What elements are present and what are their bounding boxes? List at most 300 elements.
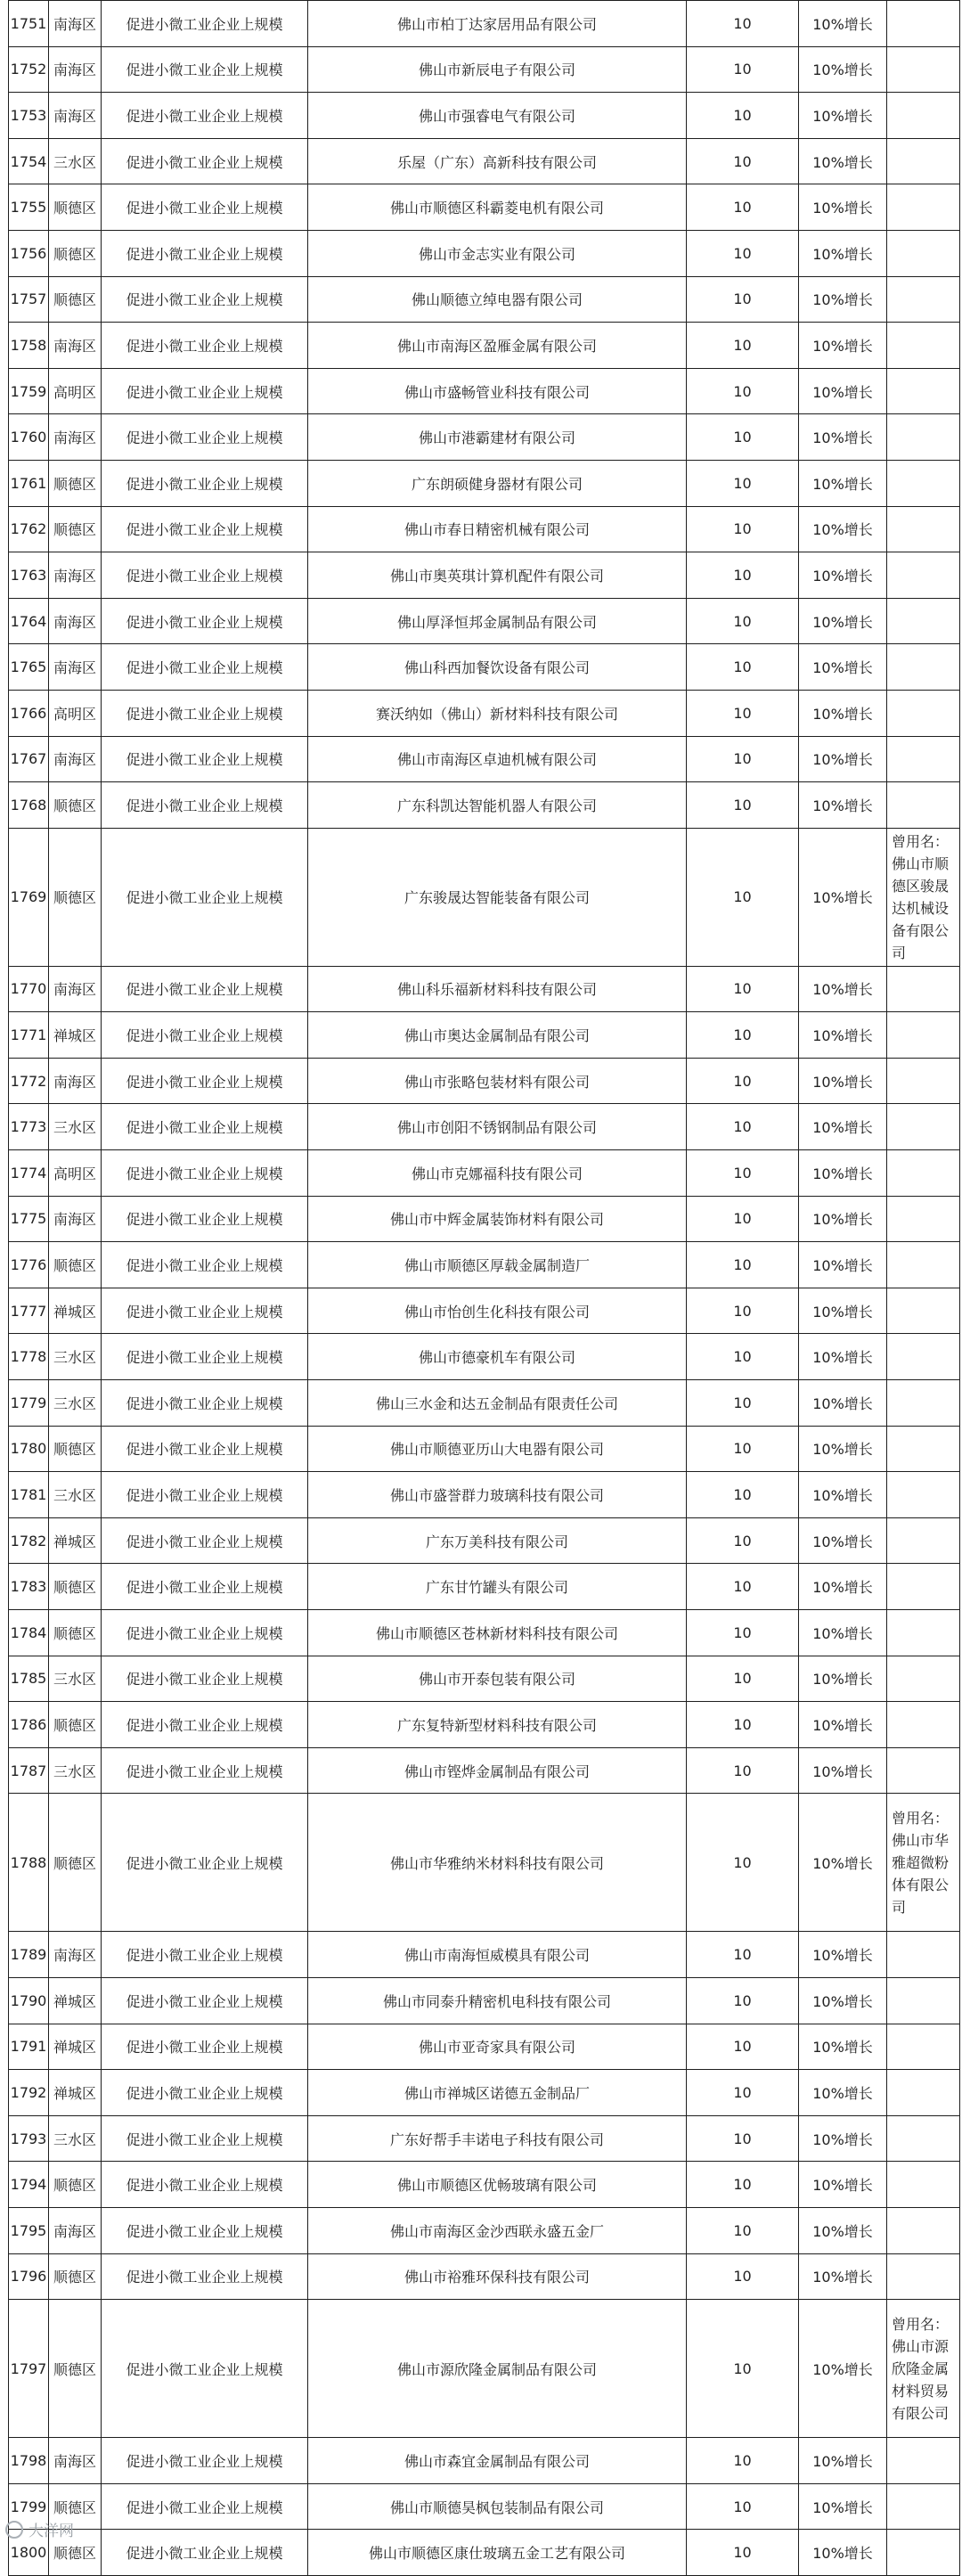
note-cell xyxy=(887,414,960,461)
score-cell: 10 xyxy=(687,2483,799,2530)
growth-rate-cell: 10%增长 xyxy=(799,93,887,139)
company-name-cell: 赛沃纳如（佛山）新材料科技有限公司 xyxy=(308,690,687,736)
growth-rate-cell: 10%增长 xyxy=(799,1288,887,1334)
score-cell: 10 xyxy=(687,1012,799,1059)
score-cell: 10 xyxy=(687,1932,799,1978)
score-cell: 10 xyxy=(687,1104,799,1150)
company-name-cell: 佛山市德豪机车有限公司 xyxy=(308,1334,687,1380)
score-cell: 10 xyxy=(687,1426,799,1472)
category-cell: 促进小微工业企业上规模 xyxy=(102,2438,308,2484)
category-cell: 促进小微工业企业上规模 xyxy=(102,1564,308,1610)
growth-rate-cell: 10%增长 xyxy=(799,138,887,184)
note-cell xyxy=(887,2207,960,2253)
company-name-cell: 广东骏晟达智能装备有限公司 xyxy=(308,828,687,966)
note-cell xyxy=(887,1472,960,1518)
company-name-cell: 佛山市顺德区康仕玻璃五金工艺有限公司 xyxy=(308,2530,687,2576)
table-row xyxy=(9,1517,960,1564)
growth-rate-cell: 10%增长 xyxy=(799,966,887,1012)
growth-rate-cell: 10%增长 xyxy=(799,1380,887,1427)
growth-rate-cell: 10%增长 xyxy=(799,414,887,461)
category-cell: 促进小微工业企业上规模 xyxy=(102,506,308,552)
category-cell: 促进小微工业企业上规模 xyxy=(102,2530,308,2576)
table-row xyxy=(9,598,960,644)
score-cell: 10 xyxy=(687,2162,799,2208)
company-name-cell: 佛山顺德立绰电器有限公司 xyxy=(308,276,687,323)
row-number: 1781 xyxy=(9,1472,49,1518)
table-row xyxy=(9,1242,960,1288)
note-cell xyxy=(887,690,960,736)
district-cell: 顺德区 xyxy=(49,230,102,276)
note-cell xyxy=(887,460,960,506)
growth-rate-cell: 10%增长 xyxy=(799,1196,887,1242)
table-row xyxy=(9,1702,960,1748)
row-number: 1765 xyxy=(9,644,49,691)
note-cell: 曾用名：佛山市顺德区骏晟达机械设备有限公司 xyxy=(887,828,960,966)
note-cell xyxy=(887,598,960,644)
growth-rate-cell: 10%增长 xyxy=(799,1564,887,1610)
row-number: 1757 xyxy=(9,276,49,323)
score-cell: 10 xyxy=(687,690,799,736)
table-row xyxy=(9,2300,960,2438)
row-number: 1772 xyxy=(9,1058,49,1104)
watermark-text: 大洋网 xyxy=(29,2523,74,2540)
score-cell: 10 xyxy=(687,1517,799,1564)
score-cell: 10 xyxy=(687,1334,799,1380)
row-number: 1788 xyxy=(9,1794,49,1932)
enterprise-table xyxy=(8,0,960,2576)
row-number: 1773 xyxy=(9,1104,49,1150)
table-body xyxy=(9,1,960,2576)
row-number: 1771 xyxy=(9,1012,49,1059)
category-cell: 促进小微工业企业上规模 xyxy=(102,1012,308,1059)
table-row xyxy=(9,1288,960,1334)
table-row xyxy=(9,690,960,736)
district-cell: 高明区 xyxy=(49,690,102,736)
growth-rate-cell: 10%增长 xyxy=(799,1977,887,2024)
growth-rate-cell: 10%增长 xyxy=(799,736,887,782)
category-cell: 促进小微工业企业上规模 xyxy=(102,1196,308,1242)
table-row xyxy=(9,1380,960,1427)
row-number: 1785 xyxy=(9,1656,49,1702)
category-cell: 促进小微工业企业上规模 xyxy=(102,1977,308,2024)
row-number: 1786 xyxy=(9,1702,49,1748)
note-cell: 曾用名：佛山市源欣隆金属材料贸易有限公司 xyxy=(887,2300,960,2438)
score-cell: 10 xyxy=(687,966,799,1012)
district-cell: 南海区 xyxy=(49,598,102,644)
category-cell: 促进小微工业企业上规模 xyxy=(102,368,308,414)
note-cell xyxy=(887,1426,960,1472)
company-name-cell: 佛山市奥达金属制品有限公司 xyxy=(308,1012,687,1059)
district-cell: 南海区 xyxy=(49,2207,102,2253)
score-cell: 10 xyxy=(687,1150,799,1197)
growth-rate-cell: 10%增长 xyxy=(799,184,887,231)
note-cell xyxy=(887,1977,960,2024)
company-name-cell: 佛山市顺德区优畅玻璃有限公司 xyxy=(308,2162,687,2208)
growth-rate-cell: 10%增长 xyxy=(799,2207,887,2253)
growth-rate-cell: 10%增长 xyxy=(799,782,887,829)
district-cell: 顺德区 xyxy=(49,1610,102,1656)
row-number: 1778 xyxy=(9,1334,49,1380)
score-cell: 10 xyxy=(687,138,799,184)
row-number: 1775 xyxy=(9,1196,49,1242)
row-number: 1751 xyxy=(9,1,49,47)
company-name-cell: 佛山科乐福新材料科技有限公司 xyxy=(308,966,687,1012)
score-cell: 10 xyxy=(687,460,799,506)
score-cell: 10 xyxy=(687,736,799,782)
company-name-cell: 佛山市禅城区诺德五金制品厂 xyxy=(308,2070,687,2116)
note-cell: 曾用名：佛山市华雅超微粉体有限公司 xyxy=(887,1794,960,1932)
note-cell xyxy=(887,93,960,139)
district-cell: 南海区 xyxy=(49,414,102,461)
district-cell: 禅城区 xyxy=(49,1517,102,1564)
company-name-cell: 佛山市亚奇家具有限公司 xyxy=(308,2024,687,2070)
category-cell: 促进小微工业企业上规模 xyxy=(102,1426,308,1472)
score-cell: 10 xyxy=(687,506,799,552)
category-cell: 促进小微工业企业上规模 xyxy=(102,2253,308,2300)
row-number: 1776 xyxy=(9,1242,49,1288)
row-number: 1774 xyxy=(9,1150,49,1197)
score-cell: 10 xyxy=(687,2253,799,2300)
growth-rate-cell: 10%增长 xyxy=(799,2253,887,2300)
table-row xyxy=(9,1472,960,1518)
company-name-cell: 佛山市新辰电子有限公司 xyxy=(308,46,687,93)
district-cell: 南海区 xyxy=(49,1,102,47)
category-cell: 促进小微工业企业上规模 xyxy=(102,552,308,599)
district-cell: 顺德区 xyxy=(49,2162,102,2208)
note-cell xyxy=(887,1242,960,1288)
category-cell: 促进小微工业企业上规模 xyxy=(102,1104,308,1150)
category-cell: 促进小微工业企业上规模 xyxy=(102,2300,308,2438)
note-cell xyxy=(887,644,960,691)
note-cell xyxy=(887,2024,960,2070)
district-cell: 顺德区 xyxy=(49,782,102,829)
company-name-cell: 佛山市南海区盈雁金属有限公司 xyxy=(308,323,687,369)
table-row xyxy=(9,93,960,139)
growth-rate-cell: 10%增长 xyxy=(799,46,887,93)
row-number: 1799 xyxy=(9,2483,49,2530)
growth-rate-cell: 10%增长 xyxy=(799,1150,887,1197)
company-name-cell: 佛山市铿烨金属制品有限公司 xyxy=(308,1747,687,1794)
table-row xyxy=(9,1150,960,1197)
score-cell: 10 xyxy=(687,1794,799,1932)
category-cell: 促进小微工业企业上规模 xyxy=(102,1656,308,1702)
district-cell: 三水区 xyxy=(49,1380,102,1427)
row-number: 1768 xyxy=(9,782,49,829)
district-cell: 顺德区 xyxy=(49,2253,102,2300)
note-cell xyxy=(887,782,960,829)
category-cell: 促进小微工业企业上规模 xyxy=(102,1380,308,1427)
growth-rate-cell: 10%增长 xyxy=(799,1517,887,1564)
growth-rate-cell: 10%增长 xyxy=(799,2300,887,2438)
district-cell: 禅城区 xyxy=(49,1977,102,2024)
category-cell: 促进小微工业企业上规模 xyxy=(102,323,308,369)
row-number: 1783 xyxy=(9,1564,49,1610)
company-name-cell: 佛山市同泰升精密机电科技有限公司 xyxy=(308,1977,687,2024)
district-cell: 三水区 xyxy=(49,138,102,184)
note-cell xyxy=(887,2070,960,2116)
district-cell: 南海区 xyxy=(49,2438,102,2484)
note-cell xyxy=(887,323,960,369)
category-cell: 促进小微工业企业上规模 xyxy=(102,184,308,231)
category-cell: 促进小微工业企业上规模 xyxy=(102,1150,308,1197)
score-cell: 10 xyxy=(687,1977,799,2024)
category-cell: 促进小微工业企业上规模 xyxy=(102,2024,308,2070)
category-cell: 促进小微工业企业上规模 xyxy=(102,2070,308,2116)
score-cell: 10 xyxy=(687,276,799,323)
district-cell: 顺德区 xyxy=(49,1426,102,1472)
company-name-cell: 佛山市南海区金沙西联永盛五金厂 xyxy=(308,2207,687,2253)
category-cell: 促进小微工业企业上规模 xyxy=(102,1610,308,1656)
company-name-cell: 佛山市盛畅管业科技有限公司 xyxy=(308,368,687,414)
company-name-cell: 广东朗硕健身器材有限公司 xyxy=(308,460,687,506)
row-number: 1794 xyxy=(9,2162,49,2208)
note-cell xyxy=(887,1,960,47)
row-number: 1779 xyxy=(9,1380,49,1427)
growth-rate-cell: 10%增长 xyxy=(799,276,887,323)
company-name-cell: 广东甘竹罐头有限公司 xyxy=(308,1564,687,1610)
row-number: 1790 xyxy=(9,1977,49,2024)
district-cell: 三水区 xyxy=(49,1747,102,1794)
row-number: 1784 xyxy=(9,1610,49,1656)
table-row xyxy=(9,1334,960,1380)
score-cell: 10 xyxy=(687,2207,799,2253)
growth-rate-cell: 10%增长 xyxy=(799,2070,887,2116)
table-row xyxy=(9,1104,960,1150)
company-name-cell: 佛山市顺德区厚载金属制造厂 xyxy=(308,1242,687,1288)
row-number: 1792 xyxy=(9,2070,49,2116)
note-cell xyxy=(887,1012,960,1059)
growth-rate-cell: 10%增长 xyxy=(799,1472,887,1518)
table-row xyxy=(9,460,960,506)
district-cell: 顺德区 xyxy=(49,460,102,506)
row-number: 1787 xyxy=(9,1747,49,1794)
company-name-cell: 佛山市金志实业有限公司 xyxy=(308,230,687,276)
table-row xyxy=(9,2207,960,2253)
table-row xyxy=(9,1794,960,1932)
table-row xyxy=(9,2438,960,2484)
row-number: 1789 xyxy=(9,1932,49,1978)
row-number: 1760 xyxy=(9,414,49,461)
row-number: 1798 xyxy=(9,2438,49,2484)
table-row xyxy=(9,1196,960,1242)
score-cell: 10 xyxy=(687,1196,799,1242)
category-cell: 促进小微工业企业上规模 xyxy=(102,598,308,644)
category-cell: 促进小微工业企业上规模 xyxy=(102,1288,308,1334)
score-cell: 10 xyxy=(687,1288,799,1334)
score-cell: 10 xyxy=(687,368,799,414)
district-cell: 南海区 xyxy=(49,323,102,369)
row-number: 1777 xyxy=(9,1288,49,1334)
company-name-cell: 佛山市顺德区苍林新材料科技有限公司 xyxy=(308,1610,687,1656)
category-cell: 促进小微工业企业上规模 xyxy=(102,230,308,276)
district-cell: 顺德区 xyxy=(49,184,102,231)
row-number: 1763 xyxy=(9,552,49,599)
company-name-cell: 广东万美科技有限公司 xyxy=(308,1517,687,1564)
growth-rate-cell: 10%增长 xyxy=(799,1656,887,1702)
growth-rate-cell: 10%增长 xyxy=(799,1242,887,1288)
district-cell: 高明区 xyxy=(49,1150,102,1197)
note-cell xyxy=(887,552,960,599)
row-number: 1755 xyxy=(9,184,49,231)
note-cell xyxy=(887,1104,960,1150)
growth-rate-cell: 10%增长 xyxy=(799,1747,887,1794)
category-cell: 促进小微工业企业上规模 xyxy=(102,460,308,506)
table-row xyxy=(9,184,960,231)
table-row xyxy=(9,1977,960,2024)
score-cell: 10 xyxy=(687,2070,799,2116)
district-cell: 禅城区 xyxy=(49,2070,102,2116)
company-name-cell: 佛山市中辉金属装饰材料有限公司 xyxy=(308,1196,687,1242)
category-cell: 促进小微工业企业上规模 xyxy=(102,736,308,782)
category-cell: 促进小微工业企业上规模 xyxy=(102,1334,308,1380)
district-cell: 三水区 xyxy=(49,2115,102,2162)
growth-rate-cell: 10%增长 xyxy=(799,460,887,506)
score-cell: 10 xyxy=(687,1610,799,1656)
score-cell: 10 xyxy=(687,1472,799,1518)
note-cell xyxy=(887,276,960,323)
category-cell: 促进小微工业企业上规模 xyxy=(102,138,308,184)
note-cell xyxy=(887,1380,960,1427)
growth-rate-cell: 10%增长 xyxy=(799,552,887,599)
score-cell: 10 xyxy=(687,782,799,829)
note-cell xyxy=(887,1610,960,1656)
table-row xyxy=(9,828,960,966)
watermark-logo-icon xyxy=(5,2521,23,2539)
table-row xyxy=(9,782,960,829)
district-cell: 顺德区 xyxy=(49,828,102,966)
growth-rate-cell: 10%增长 xyxy=(799,690,887,736)
category-cell: 促进小微工业企业上规模 xyxy=(102,1242,308,1288)
company-name-cell: 佛山市怡创生化科技有限公司 xyxy=(308,1288,687,1334)
row-number: 1791 xyxy=(9,2024,49,2070)
category-cell: 促进小微工业企业上规模 xyxy=(102,1932,308,1978)
score-cell: 10 xyxy=(687,598,799,644)
note-cell xyxy=(887,138,960,184)
company-name-cell: 佛山市顺德昊枫包装制品有限公司 xyxy=(308,2483,687,2530)
note-cell xyxy=(887,1058,960,1104)
score-cell: 10 xyxy=(687,828,799,966)
growth-rate-cell: 10%增长 xyxy=(799,2483,887,2530)
row-number: 1782 xyxy=(9,1517,49,1564)
score-cell: 10 xyxy=(687,2530,799,2576)
category-cell: 促进小微工业企业上规模 xyxy=(102,414,308,461)
growth-rate-cell: 10%增长 xyxy=(799,1,887,47)
category-cell: 促进小微工业企业上规模 xyxy=(102,1,308,47)
category-cell: 促进小微工业企业上规模 xyxy=(102,2483,308,2530)
table-row xyxy=(9,2483,960,2530)
score-cell: 10 xyxy=(687,1058,799,1104)
district-cell: 顺德区 xyxy=(49,2300,102,2438)
row-number: 1793 xyxy=(9,2115,49,2162)
company-name-cell: 佛山市南海恒威模具有限公司 xyxy=(308,1932,687,1978)
table-row xyxy=(9,276,960,323)
watermark xyxy=(5,2518,74,2540)
row-number: 1800 xyxy=(9,2530,49,2576)
district-cell: 南海区 xyxy=(49,966,102,1012)
note-cell xyxy=(887,2253,960,2300)
table-row xyxy=(9,2115,960,2162)
note-cell xyxy=(887,966,960,1012)
table-row xyxy=(9,2530,960,2576)
growth-rate-cell: 10%增长 xyxy=(799,1104,887,1150)
growth-rate-cell: 10%增长 xyxy=(799,644,887,691)
note-cell xyxy=(887,2530,960,2576)
district-cell: 顺德区 xyxy=(49,1564,102,1610)
company-name-cell: 佛山市盛誉群力玻璃科技有限公司 xyxy=(308,1472,687,1518)
score-cell: 10 xyxy=(687,414,799,461)
row-number: 1780 xyxy=(9,1426,49,1472)
company-name-cell: 佛山市森宜金属制品有限公司 xyxy=(308,2438,687,2484)
district-cell: 顺德区 xyxy=(49,1794,102,1932)
district-cell: 三水区 xyxy=(49,1104,102,1150)
table-row xyxy=(9,1564,960,1610)
table-row xyxy=(9,1058,960,1104)
table-row xyxy=(9,46,960,93)
note-cell xyxy=(887,1564,960,1610)
company-name-cell: 乐屋（广东）高新科技有限公司 xyxy=(308,138,687,184)
district-cell: 顺德区 xyxy=(49,506,102,552)
district-cell: 南海区 xyxy=(49,1196,102,1242)
table-row xyxy=(9,1012,960,1059)
row-number: 1752 xyxy=(9,46,49,93)
district-cell: 顺德区 xyxy=(49,2483,102,2530)
table-row xyxy=(9,736,960,782)
row-number: 1762 xyxy=(9,506,49,552)
company-name-cell: 佛山科西加餐饮设备有限公司 xyxy=(308,644,687,691)
score-cell: 10 xyxy=(687,2300,799,2438)
growth-rate-cell: 10%增长 xyxy=(799,1426,887,1472)
table-row xyxy=(9,966,960,1012)
note-cell xyxy=(887,1150,960,1197)
note-cell xyxy=(887,1747,960,1794)
note-cell xyxy=(887,1517,960,1564)
note-cell xyxy=(887,736,960,782)
category-cell: 促进小微工业企业上规模 xyxy=(102,690,308,736)
table-row xyxy=(9,138,960,184)
score-cell: 10 xyxy=(687,2024,799,2070)
company-name-cell: 广东复特新型材料科技有限公司 xyxy=(308,1702,687,1748)
district-cell: 三水区 xyxy=(49,1334,102,1380)
category-cell: 促进小微工业企业上规模 xyxy=(102,2115,308,2162)
company-name-cell: 佛山市开泰包装有限公司 xyxy=(308,1656,687,1702)
company-name-cell: 佛山市克娜福科技有限公司 xyxy=(308,1150,687,1197)
note-cell xyxy=(887,2483,960,2530)
note-cell xyxy=(887,1702,960,1748)
company-name-cell: 佛山市顺德亚历山大电器有限公司 xyxy=(308,1426,687,1472)
company-name-cell: 佛山市张略包装材料有限公司 xyxy=(308,1058,687,1104)
table-row xyxy=(9,552,960,599)
category-cell: 促进小微工业企业上规模 xyxy=(102,782,308,829)
growth-rate-cell: 10%增长 xyxy=(799,1932,887,1978)
score-cell: 10 xyxy=(687,46,799,93)
category-cell: 促进小微工业企业上规模 xyxy=(102,93,308,139)
growth-rate-cell: 10%增长 xyxy=(799,2530,887,2576)
row-number: 1764 xyxy=(9,598,49,644)
district-cell: 南海区 xyxy=(49,93,102,139)
score-cell: 10 xyxy=(687,1702,799,1748)
row-number: 1797 xyxy=(9,2300,49,2438)
company-name-cell: 佛山市顺德区科霸菱电机有限公司 xyxy=(308,184,687,231)
row-number: 1766 xyxy=(9,690,49,736)
growth-rate-cell: 10%增长 xyxy=(799,1334,887,1380)
row-number: 1753 xyxy=(9,93,49,139)
growth-rate-cell: 10%增长 xyxy=(799,2024,887,2070)
district-cell: 禅城区 xyxy=(49,1288,102,1334)
score-cell: 10 xyxy=(687,1656,799,1702)
row-number: 1795 xyxy=(9,2207,49,2253)
category-cell: 促进小微工业企业上规模 xyxy=(102,1747,308,1794)
table-row xyxy=(9,414,960,461)
